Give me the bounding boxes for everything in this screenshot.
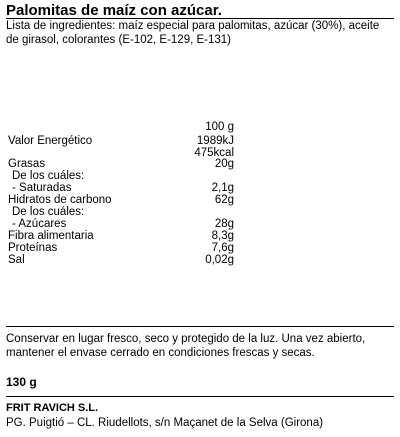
net-weight: 130 g — [6, 375, 37, 389]
nutrition-row-value: 1989kJ — [196, 135, 234, 147]
nutrition-row-value: 7,6g — [211, 242, 234, 254]
nutrition-row-label: Grasas — [8, 158, 46, 170]
divider-middle — [6, 326, 394, 327]
nutrition-row-label: Hidratos de carbono — [8, 194, 112, 206]
nutrition-row-value: 0,02g — [205, 254, 234, 266]
nutrition-row-value: 28g — [214, 218, 234, 230]
nutrition-row-value: 2,1g — [211, 182, 234, 194]
storage-instructions: Conservar en lugar fresco, seco y protegido de la luz. Una vez abierto, mantener el envase cerrado en condiciones frescas y secas. — [6, 333, 366, 359]
nutrition-per-100g: 100 g — [205, 121, 234, 133]
divider-bottom — [6, 396, 394, 397]
nutrition-row-value: 20g — [214, 158, 234, 170]
nutrition-row-value: 62g — [214, 194, 234, 206]
nutrition-row-value: 475kcal — [194, 147, 234, 159]
nutrition-row-value: 8,3g — [211, 230, 234, 242]
nutrition-row-label: Sal — [8, 254, 25, 266]
manufacturer-name: FRIT RAVICH S.L. — [6, 402, 99, 414]
nutrition-row-label: - Saturadas — [12, 182, 72, 194]
nutrition-row-label: De los cuáles: — [12, 170, 85, 182]
product-title: Palomitas de maíz con azúcar. — [6, 2, 222, 19]
manufacturer-address: PG. Puigtió – CL. Riudellots, s/n Maçanet de la Selva (Girona) — [6, 417, 324, 429]
nutrition-row-label: Proteínas — [8, 242, 58, 254]
nutrition-row-label: Fibra alimentaria — [8, 230, 94, 242]
nutrition-row-label: De los cuáles: — [12, 206, 85, 218]
nutrition-row-label: - Azúcares — [12, 218, 67, 230]
ingredients-list: Lista de ingredientes: maíz especial para palomitas, azúcar (30%), aceite de girasol, colorantes (E-102, E-129, E-131) — [6, 20, 380, 46]
nutrition-row-label: Valor Energético — [8, 135, 93, 147]
